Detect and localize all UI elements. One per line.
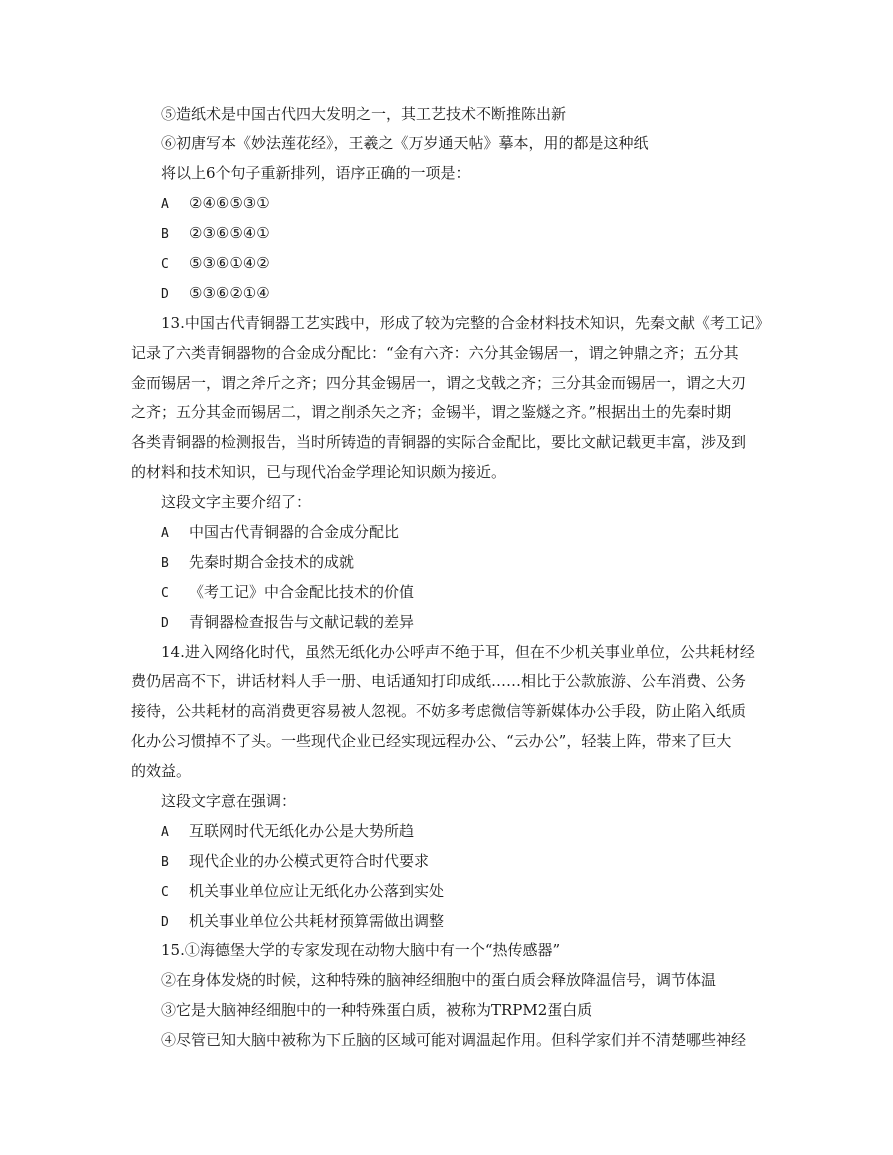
q15-line-4: ④尽管已知大脑中被称为下丘脑的区域可能对调温起作用。但科学家们并不清楚哪些神经 — [161, 1031, 747, 1049]
option-text: 现代企业的办公模式更符合时代要求 — [189, 852, 430, 870]
q13-prompt: 这段文字主要介绍了： — [161, 493, 312, 511]
option-text: ②④⑥⑤③① — [189, 194, 270, 212]
option-letter: B — [161, 855, 169, 870]
q14-option-d — [161, 910, 444, 934]
q12-prompt: 将以上6个句子重新排列，语序正确的一项是： — [161, 164, 471, 182]
option-text: ⑤③⑥①④② — [189, 254, 270, 272]
q14-line-5: 的效益。 — [131, 762, 192, 780]
q12-item-5: ⑤造纸术是中国古代四大发明之一，其工艺技术不断推陈出新 — [161, 105, 567, 123]
q15-line-3: ③它是大脑神经细胞中的一种特殊蛋白质，被称为TRPM2蛋白质 — [161, 1001, 593, 1019]
option-text: 互联网时代无纸化办公是大势所趋 — [189, 822, 415, 840]
q14-option-a — [161, 820, 414, 844]
q15-line-1: 15.①海德堡大学的专家发现在动物大脑中有一个“热传感器” — [161, 941, 561, 959]
q13-line-2: 记录了六类青铜器物的合金成分配比：“金有六齐：六分其金锡居一，谓之钟鼎之齐；五分其 — [131, 344, 739, 362]
option-letter: A — [161, 526, 169, 541]
option-letter: D — [161, 616, 169, 631]
option-letter: A — [161, 825, 169, 840]
q14-option-c — [161, 880, 444, 904]
option-letter: D — [161, 915, 169, 930]
q12-option-a — [161, 192, 270, 216]
q13-option-c — [161, 581, 414, 605]
option-text: ②③⑥⑤④① — [189, 224, 270, 242]
option-letter: C — [161, 885, 169, 900]
q13-option-d — [161, 611, 414, 635]
q12-item-6: ⑥初唐写本《妙法莲花经》，王羲之《万岁通天帖》摹本，用的都是这种纸 — [161, 134, 649, 152]
q14-line-2: 费仍居高不下，讲话材料人手一册、电话通知打印成纸……相比于公款旅游、公车消费、公务 — [131, 672, 747, 690]
q14-line-1: 14.进入网络化时代，虽然无纸化办公呼声不绝于耳，但在不少机关事业单位，公共耗材经 — [161, 643, 755, 661]
q14-line-4: 化办公习惯掉不了头。一些现代企业已经实现远程办公、“云办公”，轻装上阵，带来了巨大 — [131, 732, 732, 750]
q15-line-2: ②在身体发烧的时候，这种特殊的脑神经细胞中的蛋白质会释放降温信号，调节体温 — [161, 971, 717, 989]
q14-line-3: 接待，公共耗材的高消费更容易被人忽视。不妨多考虑微信等新媒体办公手段，防止陷入纸质 — [131, 702, 747, 720]
q13-option-a — [161, 521, 399, 545]
option-letter: B — [161, 227, 169, 242]
option-text: 机关事业单位公共耗材预算需做出调整 — [189, 912, 445, 930]
q12-option-c — [161, 252, 270, 276]
q13-line-4: 之齐；五分其金而锡居二，谓之削杀矢之齐；金锡半，谓之鉴燧之齐。”根据出土的先秦时期 — [131, 403, 732, 421]
q13-option-b — [161, 551, 354, 575]
option-letter: C — [161, 586, 169, 601]
option-letter: A — [161, 197, 169, 212]
option-letter: D — [161, 287, 169, 302]
q13-line-1: 13.中国古代青铜器工艺实践中，形成了较为完整的合金材料技术知识，先秦文献《考工记》 — [161, 314, 770, 332]
q13-line-3: 金而锡居一，谓之斧斤之齐；四分其金锡居一，谓之戈戟之齐；三分其金而锡居一，谓之大刃 — [131, 374, 747, 392]
option-text: 中国古代青铜器的合金成分配比 — [189, 523, 400, 541]
option-letter: B — [161, 556, 169, 571]
q13-line-5: 各类青铜器的检测报告，当时所铸造的青铜器的实际合金配比，要比文献记载更丰富，涉及到 — [131, 433, 747, 451]
q12-option-d — [161, 282, 270, 306]
option-letter: C — [161, 257, 169, 272]
q13-line-6: 的材料和技术知识，已与现代冶金学理论知识颇为接近。 — [131, 463, 507, 481]
q14-prompt: 这段文字意在强调： — [161, 792, 297, 810]
q14-option-b — [161, 850, 429, 874]
option-text: ⑤③⑥②①④ — [189, 284, 270, 302]
option-text: 先秦时期合金技术的成就 — [189, 553, 355, 571]
option-text: 青铜器检查报告与文献记载的差异 — [189, 613, 415, 631]
option-text: 机关事业单位应让无纸化办公落到实处 — [189, 882, 445, 900]
q12-option-b — [161, 222, 270, 246]
option-text: 《考工记》中合金配比技术的价值 — [189, 583, 415, 601]
